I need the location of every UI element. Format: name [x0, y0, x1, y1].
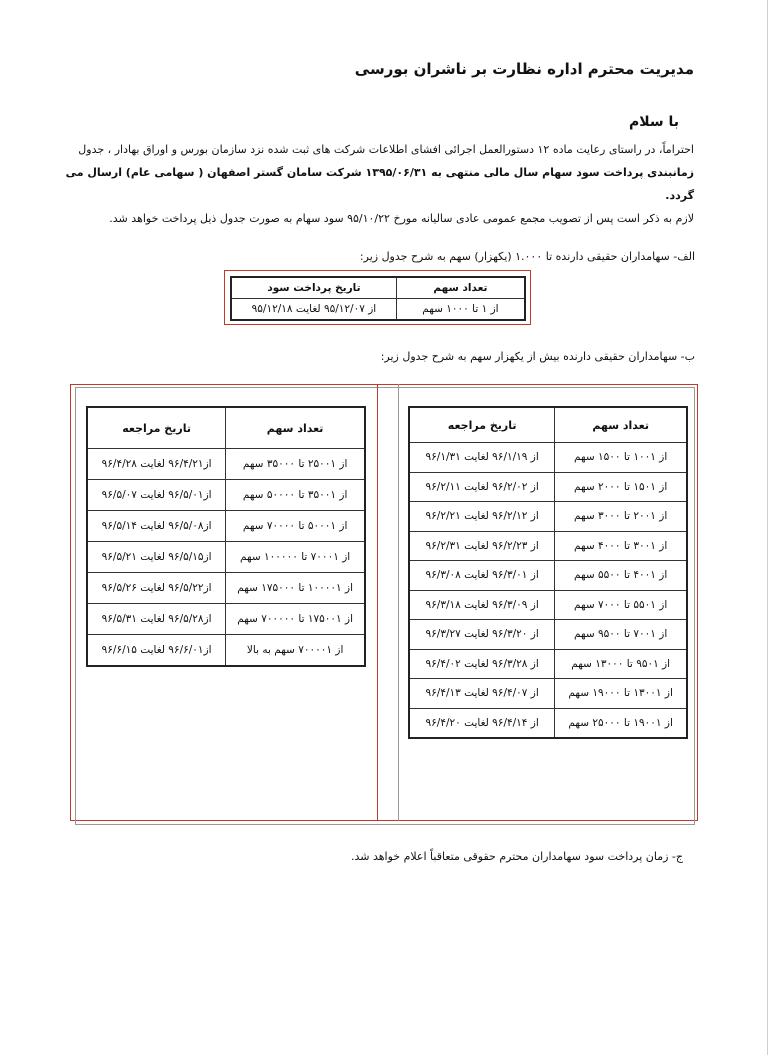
table-cell: از ۵۰۰۰۱ تا ۷۰۰۰۰ سهم [226, 511, 365, 542]
table-row [409, 620, 687, 650]
greeting: با سلام [628, 114, 679, 130]
table-cell: از ۹۶/۱/۱۹ لغایت ۹۶/۱/۳۱ [409, 443, 555, 473]
intro-line-1: احتراماً، در راستای رعایت ماده ۱۲ دستورالعمل اجرائی افشای اطلاعات شرکت های ثبت شده نزد سازمان بورس و اوراق بهادار ، جدول [78, 143, 694, 156]
table-row [409, 531, 687, 561]
table-cell: از ۴۰۰۱ تا ۵۵۰۰ سهم [555, 561, 687, 591]
page-title: مدیریت محترم اداره نظارت بر ناشران بورسی [354, 60, 694, 78]
table-cell: از ۷۰۰۱ تا ۹۵۰۰ سهم [555, 620, 687, 650]
table-header-cell: تعداد سهم [555, 407, 687, 443]
table-b-right [408, 406, 688, 739]
table-cell: از ۹۶/۳/۲۸ لغایت ۹۶/۴/۰۲ [409, 649, 555, 679]
table-cell: از ۱ تا ۱۰۰۰ سهم [396, 299, 525, 321]
table-row [409, 708, 687, 738]
table-cell: از ۹۵/۱۲/۰۷ لغایت ۹۵/۱۲/۱۸ [231, 299, 396, 321]
table-row [87, 480, 365, 511]
table-cell: از ۱۵۰۱ تا ۲۰۰۰ سهم [555, 472, 687, 502]
table-row [87, 449, 365, 480]
table-row [87, 542, 365, 573]
section-c-note: ج- زمان پرداخت سود سهامداران محترم حقوقی متعاقباً اعلام خواهد شد. [350, 850, 683, 863]
frame-divider [377, 384, 378, 821]
table-cell: از ۱۰۰۱ تا ۱۵۰۰ سهم [555, 443, 687, 473]
section-a-heading: الف- سهامداران حقیقی دارنده تا ۱.۰۰۰ (یکهزار) سهم به شرح جدول زیر: [359, 250, 695, 263]
table-row [409, 679, 687, 709]
table-row [231, 299, 525, 321]
table-cell: از۹۶/۵/۰۸ لغایت ۹۶/۵/۱۴ [87, 511, 226, 542]
table-cell: از ۹۵۰۱ تا ۱۳۰۰۰ سهم [555, 649, 687, 679]
table-cell: از ۹۶/۳/۲۰ لغایت ۹۶/۳/۲۷ [409, 620, 555, 650]
table-header-cell: تاریخ پرداخت سود [231, 277, 396, 299]
table-header-cell: تعداد سهم [396, 277, 525, 299]
table-cell: از ۹۶/۲/۲۳ لغایت ۹۶/۲/۳۱ [409, 531, 555, 561]
table-row [87, 635, 365, 667]
frame-divider [398, 384, 399, 821]
table-cell: از ۹۶/۳/۰۱ لغایت ۹۶/۳/۰۸ [409, 561, 555, 591]
table-cell: از۹۶/۵/۲۸ لغایت ۹۶/۵/۳۱ [87, 604, 226, 635]
intro-line-3: لازم به ذکر است پس از تصویب مجمع عمومی عادی سالیانه مورخ ۹۵/۱۰/۲۲ سود سهام به صورت جدول ذیل پرداخت خواهد شد. [109, 212, 694, 225]
table-row [409, 561, 687, 591]
table-cell: از ۱۳۰۰۱ تا ۱۹۰۰۰ سهم [555, 679, 687, 709]
table-row [409, 472, 687, 502]
intro-paragraph [54, 138, 694, 230]
table-cell: از ۹۶/۲/۰۲ لغایت ۹۶/۲/۱۱ [409, 472, 555, 502]
table-cell: از ۷۰۰۰۰۱ سهم به بالا [226, 635, 365, 667]
section-b-heading: ب- سهامداران حقیقی دارنده بیش از یکهزار سهم به شرح جدول زیر: [380, 350, 695, 363]
table-cell: از ۱۹۰۰۱ تا ۲۵۰۰۰ سهم [555, 708, 687, 738]
table-cell: از ۳۵۰۰۱ تا ۵۰۰۰۰ سهم [226, 480, 365, 511]
table-header-cell: تاریخ مراجعه [87, 407, 226, 449]
table-cell: از ۹۶/۴/۰۷ لغایت ۹۶/۴/۱۳ [409, 679, 555, 709]
table-cell: از ۱۰۰۰۰۱ تا ۱۷۵۰۰۰ سهم [226, 573, 365, 604]
table-row [87, 511, 365, 542]
table-header-row [231, 277, 525, 299]
table-cell: از ۳۰۰۱ تا ۴۰۰۰ سهم [555, 531, 687, 561]
table-row [409, 590, 687, 620]
table-row [409, 502, 687, 532]
table-cell: از۹۶/۵/۱۵ لغایت ۹۶/۵/۲۱ [87, 542, 226, 573]
table-header-row [87, 407, 365, 449]
table-cell: از۹۶/۵/۰۱ لغایت ۹۶/۵/۰۷ [87, 480, 226, 511]
table-row [409, 649, 687, 679]
table-cell: از ۹۶/۴/۱۴ لغایت ۹۶/۴/۲۰ [409, 708, 555, 738]
table-cell: از ۵۵۰۱ تا ۷۰۰۰ سهم [555, 590, 687, 620]
table-row [409, 443, 687, 473]
table-b-left [86, 406, 366, 667]
table-cell: از ۲۰۰۱ تا ۳۰۰۰ سهم [555, 502, 687, 532]
table-header-cell: تاریخ مراجعه [409, 407, 555, 443]
table-cell: از۹۶/۵/۲۲ لغایت ۹۶/۵/۲۶ [87, 573, 226, 604]
table-cell: از ۷۰۰۰۱ تا ۱۰۰۰۰۰ سهم [226, 542, 365, 573]
table-cell: از ۹۶/۳/۰۹ لغایت ۹۶/۳/۱۸ [409, 590, 555, 620]
table-row [87, 604, 365, 635]
table-cell: از۹۶/۴/۲۱ لغایت ۹۶/۴/۲۸ [87, 449, 226, 480]
page-edge [767, 0, 768, 1055]
table-a [230, 276, 526, 321]
intro-line-2: زمانبندی پرداخت سود سهام سال مالی منتهی به ۱۳۹۵/۰۶/۳۱ شرکت سامان گستر اصفهان ( سهامی عام) ارسال می گردد. [65, 166, 694, 202]
table-cell: از ۱۷۵۰۰۱ تا ۷۰۰۰۰۰ سهم [226, 604, 365, 635]
table-cell: از۹۶/۶/۰۱ لغایت ۹۶/۶/۱۵ [87, 635, 226, 667]
table-header-row [409, 407, 687, 443]
table-header-cell: تعداد سهم [226, 407, 365, 449]
table-cell: از ۲۵۰۰۱ تا ۳۵۰۰۰ سهم [226, 449, 365, 480]
table-cell: از ۹۶/۲/۱۲ لغایت ۹۶/۲/۲۱ [409, 502, 555, 532]
table-row [87, 573, 365, 604]
